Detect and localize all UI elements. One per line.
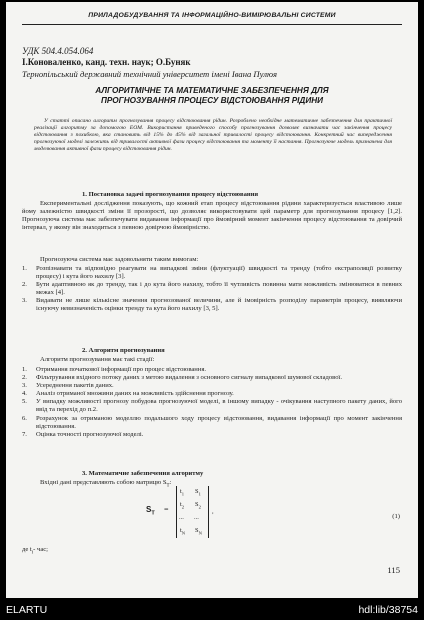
section-1-heading: 1. Постановка задачі прогнозування процесу відстоювання (82, 191, 259, 198)
header-rule (22, 24, 402, 25)
list-item: 7. Оцінка точності прогнозуючої моделі. (22, 430, 144, 438)
list-item: 2. Бути адаптивною як до тренду, так і до кута його нахилу, тобто її чутливість повинна мати можливість змінюватися в певних межах [4]. (22, 281, 402, 297)
matrix-cell: ... (194, 514, 199, 521)
udk-code: УДК 504.4.054.064 (22, 46, 94, 56)
list-item: 3. Усереднення пакетів даних. (22, 382, 114, 390)
matrix-cell: $S_2$ (195, 501, 201, 510)
where-clause: де $t_i-$ час; (22, 546, 49, 556)
list-item: 4. Аналіз отриманої множини даних на можливість здійснення прогнозу. (22, 390, 234, 398)
matrix-cell: $t_2$ (180, 501, 185, 510)
page-number: 115 (387, 565, 400, 575)
affiliation: Тернопільський державний технічний університет імені Івана Пулюя (22, 69, 278, 79)
title-line-1: АЛГОРИТМІЧНЕ ТА МАТЕМАТИЧНЕ ЗАБЕЗПЕЧЕННЯ ДЛЯ (95, 86, 329, 95)
section-1-requirements-list (22, 265, 402, 314)
matrix-cell: $S_1$ (195, 488, 201, 497)
title-line-2: ПРОГНОЗУВАННЯ ПРОЦЕСУ ВІДСТОЮВАННЯ РІДИНИ (100, 96, 324, 105)
matrix-cell: $t_N$ (180, 527, 186, 536)
handle-label: hdl:lib/38754 (358, 604, 418, 616)
section-3-intro: Вхідні дані представляють собою матрицю $S_T$: (40, 479, 172, 489)
matrix-label: $S_T$ (146, 505, 155, 517)
matrix-left-bracket (176, 486, 177, 538)
section-2-stages-list (22, 366, 402, 439)
section-1-paragraph-2: Прогнозуюча система має задовольняти таким вимогам: (40, 256, 199, 263)
section-1-paragraph-1: Експериментальні дослідження показують, що кожний етап процесу відстоювання рідини характеризується властивою лише йому залежністю швидкості зміни її прозорості, що дозволяє використовувати цей параметр для прогнозування процесу [1,2]. Прогнозуюча система має забезпечувати видавання інформації про ймовірний момент закінчення процесу відстоювання та довірчий інтервал, у якому він знаходиться з певною довірчою ймовірністю. (22, 200, 402, 232)
abstract: У статті описано алгоритм прогнозування процесу відстоювання рідин. Розроблено необхідне математичне забезпечення для практичної реалізації алгоритму за допомогою ЕОМ. Використання приведеного способу прогнозування дозволяє визначати час закінчення процесу відстоювання з похибкою, яка становить від 15% до 45% від загальної тривалості процесу відстоювання. Конкретний час випередження прогнозуючої моделі залежить від тривалості активної фази процесу відстоювання та моменту її настання. Прогнозуюче модель призначена для моделювання активної фази процесу відстоювання рідин. (34, 118, 392, 152)
list-item: 2. Фільтрування вхідного потоку даних з метою видалення з основного сигналу випадкової шумової складової. (22, 374, 342, 382)
list-item: 3. Видавати не лише кількісне значення прогнозованої величини, але й імовірність розподілу параметрів процесу, виявляючи існуючу невизначеність оцінки тренду та кута його нахилу [3, 5]. (22, 297, 402, 313)
equation-number: (1) (392, 513, 400, 520)
list-item: 1. Отримання початкової інформації про процес відстоювання. (22, 366, 207, 373)
article-title (32, 86, 392, 106)
matrix-cell: $t_1$ (180, 488, 185, 497)
list-item: 6. Розрахунок за отриманою моделлю подальшого ходу процесу відстоювання, видавання інформації про момент закінчення відстоювання. (22, 414, 402, 430)
section-2-intro: Алгоритм прогнозування має такі стадії: (40, 356, 155, 363)
list-item: 5. У випадку можливості прогнозу побудова прогнозуючої моделі, в іншому випадку - очікування наступного пакету даних, його ввід та перехід до п.2. (22, 398, 402, 414)
section-3-heading: 3. Математичне забезпечення алгоритму (82, 470, 204, 477)
equals-sign: = (164, 505, 169, 514)
matrix-cell: ... (179, 514, 184, 521)
matrix-right-bracket (208, 486, 209, 538)
running-header: ПРИЛАДОБУДУВАННЯ ТА ІНФОРМАЦІЙНО-ВИМІРЮВАЛЬНІ СИСТЕМИ (88, 12, 336, 19)
matrix-cell: $S_N$ (195, 527, 202, 536)
list-item: 1. Розпізнавати та відповідно реагувати на випадкові зміни (флуктуації) швидкості та тренду (тобто екстраполяції розвитку процесу) і кута його нахилу [3]. (22, 265, 402, 281)
matrix-trailing-comma: , (212, 508, 214, 515)
repository-label: ELARTU (6, 604, 48, 616)
section-2-heading: 2. Алгоритм прогнозування (82, 347, 165, 354)
input-data-matrix (146, 486, 266, 540)
authors: І.Коноваленко, канд. техн. наук; О.Буняк (22, 57, 191, 67)
journal-page (6, 2, 418, 598)
